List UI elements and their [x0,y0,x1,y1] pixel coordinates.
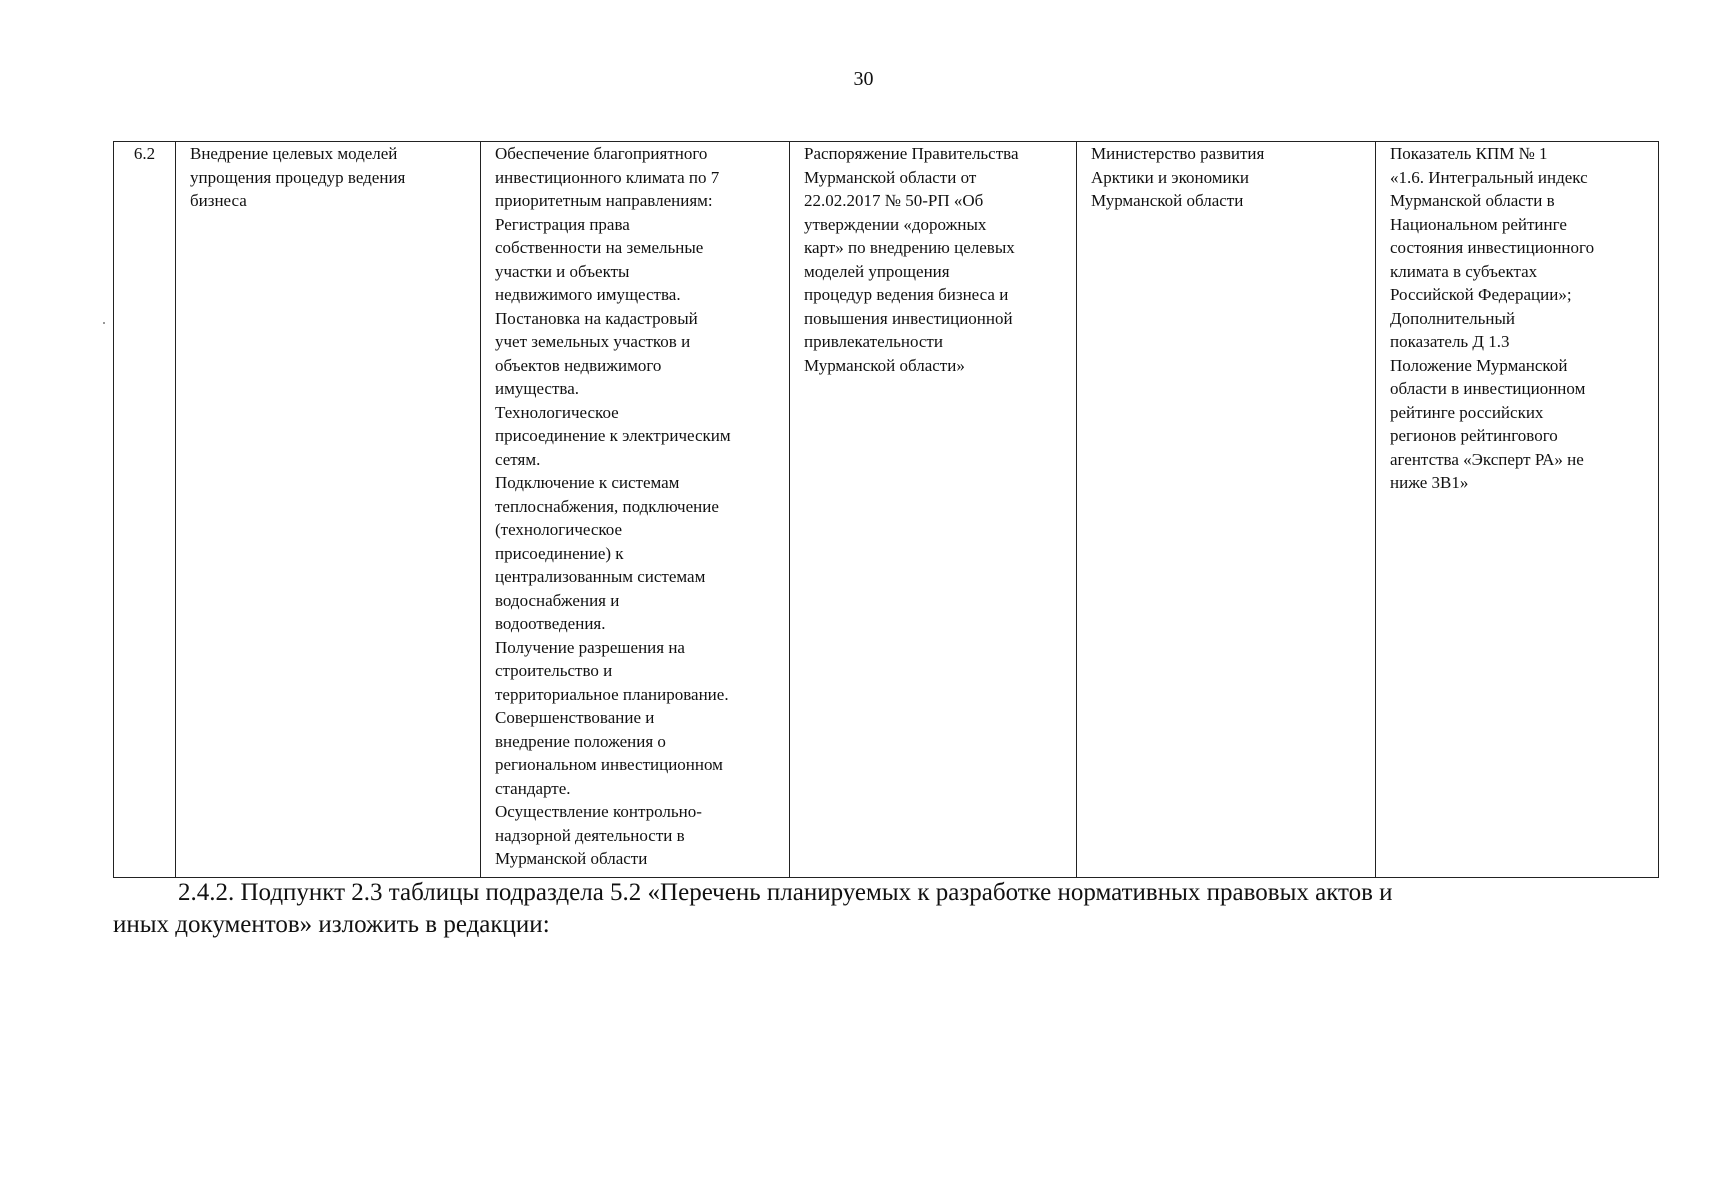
cell-text-line: области в инвестиционном [1390,379,1586,398]
cell-text-line: бизнеса [190,191,247,210]
cell-text-line: Технологическое [495,402,619,422]
cell-text-line: Регистрация права [495,214,630,234]
measure-name-lines [190,142,480,213]
cell-text-line: централизованным системам [495,567,706,586]
cell-text-line: состояния инвестиционного [1390,238,1595,257]
indicator-cell [1376,142,1659,878]
cell-text-line: Арктики и экономики [1091,167,1249,187]
paragraph-line-1: 2.4.2. Подпункт 2.3 таблицы подраздела 5.2 «Перечень планируемых к разработке нормативных правовых актов и [178,879,1393,906]
cell-text-line: Национальном рейтинге [1390,214,1567,234]
row-number-cell [114,142,176,878]
cell-text-line: недвижимого имущества. [495,285,681,304]
cell-text-line: (технологическое [495,520,623,539]
cell-text-line: регионов рейтингового [1390,426,1558,445]
cell-text-line: Обеспечение благоприятного [495,144,708,163]
cell-text-line: Мурманской области» [804,355,965,375]
measure-name-cell [176,142,481,878]
cell-text-line: Мурманской области [495,849,648,868]
cell-text-line: сетям. [495,449,541,469]
cell-text-line: Получение разрешения на [495,637,685,657]
cell-text-line: Мурманской области в [1390,191,1555,210]
measure-content-cell [481,142,790,878]
cell-text-line: строительство и [495,661,613,680]
cell-text-line: региональном инвестиционном [495,755,723,774]
cell-text-line: надзорной деятельности в [495,825,685,845]
paragraph-line-2: иных документов» изложить в редакции: [113,911,550,938]
cell-text-line: инвестиционного климата по 7 [495,167,720,187]
cell-text-line: водоснабжения и [495,590,620,610]
cell-text-line: присоединение) к [495,543,624,563]
measures-table [113,141,1659,878]
cell-text-line: собственности на земельные [495,238,704,257]
cell-text-line: моделей упрощения [804,261,950,281]
cell-text-line: Положение Мурманской [1390,355,1568,375]
cell-text-line: приоритетным направлениям: [495,191,713,210]
cell-text-line: Показатель КПМ № 1 [1390,144,1548,163]
cell-text-line: карт» по внедрению целевых [804,238,1015,257]
measure-content-lines [495,142,789,871]
cell-text-line: Распоряжение Правительства [804,144,1019,163]
cell-text-line: повышения инвестиционной [804,308,1013,328]
cell-text-line: Совершенствование и [495,708,655,727]
cell-text-line: «1.6. Интегральный индекс [1390,167,1588,187]
cell-text-line: климата в субъектах [1390,261,1538,281]
cell-text-line: агентства «Эксперт РА» не [1390,449,1584,469]
legal-basis-lines [804,142,1076,377]
page-number: 30 [853,68,874,90]
cell-text-line: Внедрение целевых моделей [190,144,398,163]
cell-text-line: Постановка на кадастровый [495,308,698,328]
cell-text-line: показатель Д 1.3 [1390,332,1510,351]
cell-text-line: Министерство развития [1091,144,1265,163]
cell-text-line: имущества. [495,379,579,398]
cell-text-line: Мурманской области от [804,167,977,187]
cell-text-line: упрощения процедур ведения [190,167,406,187]
cell-text-line: привлекательности [804,332,943,351]
cell-text-line: Мурманской области [1091,191,1244,210]
cell-text-line: объектов недвижимого [495,355,662,375]
cell-text-line: территориальное планирование. [495,684,729,704]
table-row [114,142,1659,878]
cell-text-line: внедрение положения о [495,731,666,751]
cell-text-line: утверждении «дорожных [804,214,987,234]
cell-text-line: 22.02.2017 № 50-РП «Об [804,191,984,210]
cell-text-line: участки и объекты [495,261,630,281]
row-number: 6.2 [133,144,156,163]
cell-text-line: водоотведения. [495,614,606,633]
legal-basis-cell [790,142,1077,878]
cell-text-line: рейтинге российских [1390,402,1544,422]
cell-text-line: учет земельных участков и [495,332,691,351]
indicator-lines [1390,142,1658,495]
cell-text-line: Российской Федерации»; [1390,285,1572,304]
cell-text-line: Подключение к системам [495,473,680,492]
scan-speck [103,322,105,324]
responsible-lines [1091,142,1375,213]
cell-text-line: Дополнительный [1390,308,1515,328]
cell-text-line: процедур ведения бизнеса и [804,285,1009,304]
cell-text-line: стандарте. [495,778,571,798]
cell-text-line: Осуществление контрольно- [495,802,702,821]
cell-text-line: теплоснабжения, подключение [495,496,719,516]
cell-text-line: присоединение к электрическим [495,426,731,445]
cell-text-line: ниже 3В1» [1390,473,1469,492]
responsible-cell [1077,142,1376,878]
